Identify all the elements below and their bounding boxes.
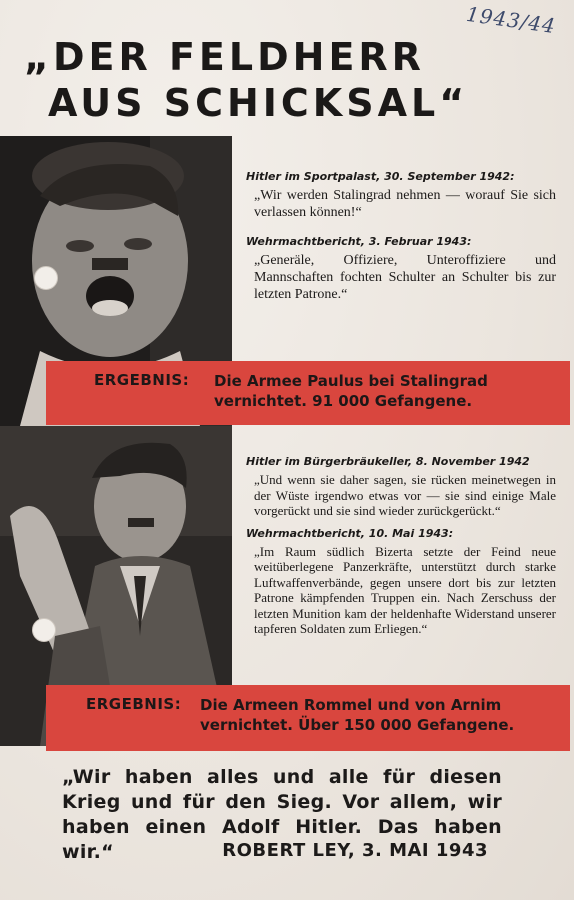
section-1-quotes: [246, 170, 556, 317]
punch-hole: [32, 618, 56, 642]
result-text: Die Armee Paulus bei Stalingrad vernichtet. 91 000 Gefangene.: [214, 372, 488, 410]
result-label: ERGEBNIS:: [94, 371, 190, 389]
quote-source: Hitler im Sportpalast, 30. September 1942:: [246, 170, 515, 183]
result-banner-2: [46, 685, 570, 751]
quote-text: „Und wenn sie daher sagen, sie rücken meinetwegen in der Wüste irgendwo etwas vor — sie sind einige Male vorgerückt und sie sind wieder zurückgerückt.“: [254, 472, 556, 518]
handwritten-annotation: 1943/44: [464, 1, 558, 39]
title-line-2: AUS SCHICKSAL“: [48, 81, 469, 125]
quote-source: Wehrmachtbericht, 3. Februar 1943:: [246, 235, 472, 248]
quote-source: Hitler im Bürgerbräukeller, 8. November 1942: [246, 455, 530, 468]
quote-text: „Wir werden Stalingrad nehmen — worauf Sie sich verlassen können!“: [254, 188, 556, 220]
quote-text: „Generäle, Offiziere, Unteroffiziere und Mannschaften fochten Schulter an Schulter bis zur letzten Patrone.“: [254, 253, 556, 302]
closing-quote: „Wir haben alles und alle für diesen Krieg und für den Sieg. Vor allem, wir haben einen Adolf Hitler. Das haben wir.“: [62, 766, 502, 863]
quote-source: Wehrmachtbericht, 10. Mai 1943:: [246, 526, 454, 540]
quote-text: „Im Raum südlich Bizerta setzte der Feind neue weitüberlegene Panzerkräfte, unterstützt durch starke Luftwaffenverbände, gegen unsere dort bis zur letzten Patrone kämpfenden Truppen ein. Nach Zerschuss der letzten Munition kam der heldenhafte Widerstand unserer tapferen Soldaten zum Erliegen.“: [254, 543, 556, 636]
result-label: ERGEBNIS:: [86, 695, 182, 713]
page-title: [18, 34, 558, 126]
punch-hole: [34, 266, 58, 290]
title-line-1: „DER FELDHERR: [24, 35, 425, 79]
closing-signature: ROBERT LEY, 3. MAI 1943: [222, 840, 488, 861]
result-text: Die Armeen Rommel und von Arnim vernichtet. Über 150 000 Gefangene.: [200, 696, 515, 734]
result-banner-1: [46, 361, 570, 425]
section-2-quotes: [246, 455, 556, 645]
